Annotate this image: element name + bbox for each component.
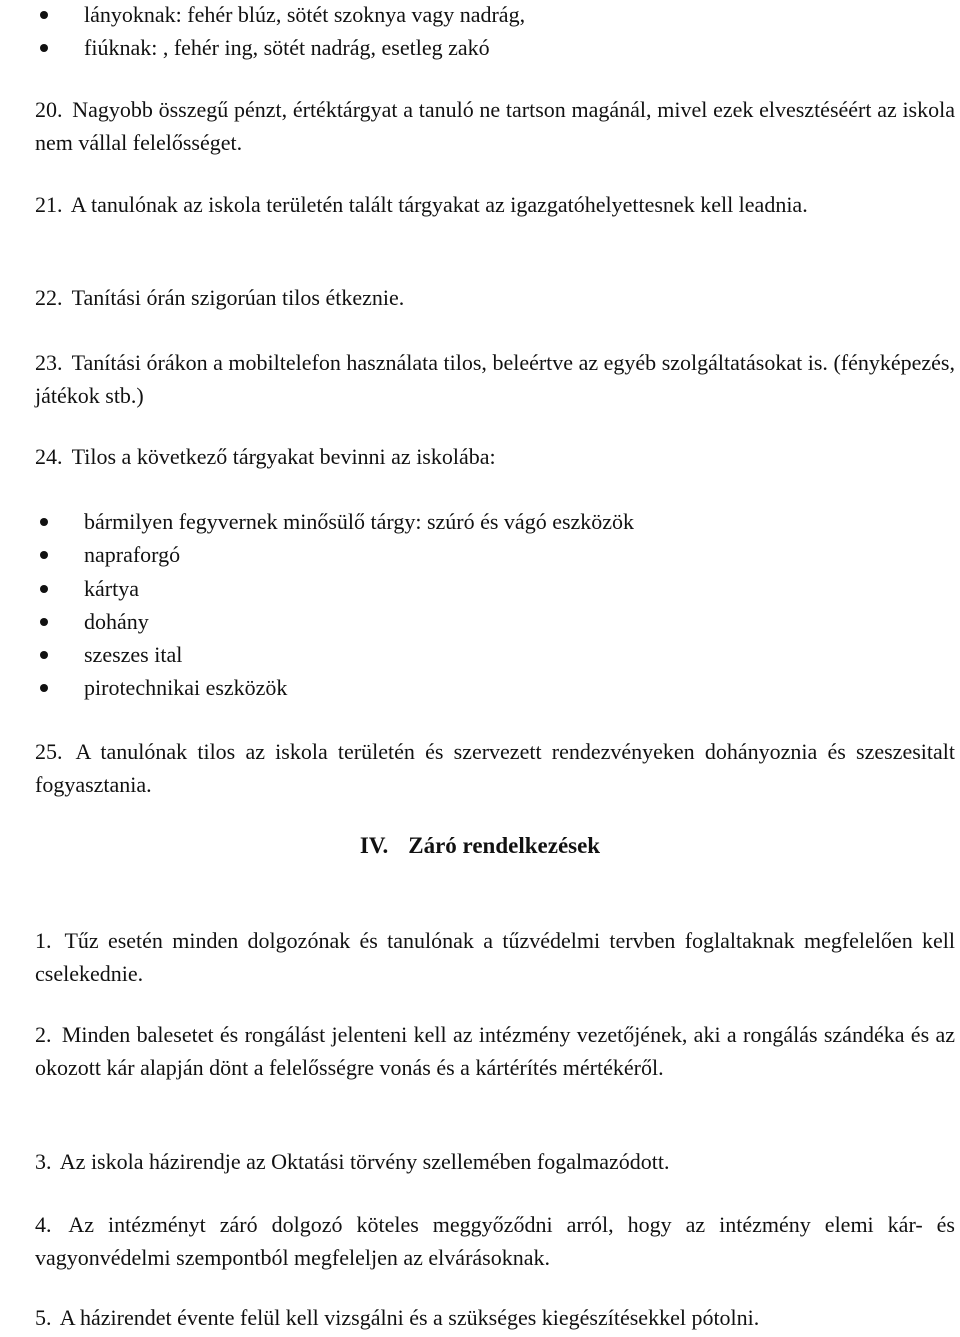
- dress-code-list: [0, 0, 525, 65]
- rule-text: Tanítási órákon a mobiltelefon használata tilos, beleértve az egyéb szolgáltatásokat is. (fényképezés, játékok stb.): [35, 350, 955, 408]
- item-number: 4.: [35, 1212, 52, 1237]
- bullet-icon: [40, 518, 48, 526]
- rule-text: A tanulónak tilos az iskola területén és szervezett rendezvényeken dohányoznia és szeszesitalt fogyasztania.: [35, 739, 955, 797]
- rule-number: 23.: [35, 350, 63, 375]
- bullet-icon: [40, 684, 48, 692]
- list-item: [0, 638, 634, 671]
- section-heading: [0, 829, 960, 862]
- rule-21: [35, 188, 955, 221]
- rule-text: Nagyobb összegű pénzt, értéktárgyat a tanuló ne tartson magánál, mivel ezek elvesztéséért az iskola nem vállal felelősséget.: [35, 97, 955, 155]
- list-item-text: fiúknak: , fehér ing, sötét nadrág, esetleg zakó: [84, 35, 490, 61]
- rule-number: 25.: [35, 739, 63, 764]
- list-item: [0, 538, 634, 571]
- list-item-text: bármilyen fegyvernek minősülő tárgy: szúró és vágó eszközök: [84, 509, 635, 534]
- list-item: [0, 31, 525, 64]
- rule-20: [35, 93, 955, 159]
- bullet-icon: [40, 618, 48, 626]
- rule-number: 21.: [35, 192, 63, 217]
- item-text: Az iskola házirendje az Oktatási törvény szellemében fogalmazódott.: [59, 1149, 670, 1174]
- closing-item-5: [35, 1301, 955, 1334]
- item-number: 1.: [35, 928, 52, 953]
- list-item-text: kártya: [84, 575, 139, 601]
- list-item-text: szeszes ital: [84, 642, 183, 668]
- list-item: [0, 505, 634, 538]
- rule-number: 24.: [35, 444, 63, 469]
- rule-25: [35, 735, 955, 801]
- bullet-icon: [40, 585, 48, 593]
- forbidden-items-list: [0, 505, 634, 705]
- item-text: Minden balesetet és rongálást jelenteni kell az intézmény vezetőjének, aki a rongálás szándéka és az okozott kár alapján dönt a felelősségre vonás és a kártérítés mértékéről.: [35, 1022, 956, 1080]
- list-item-text: lányoknak: fehér blúz, sötét szoknya vagy nadrág,: [84, 2, 526, 27]
- list-item-text: pirotechnikai eszközök: [84, 675, 288, 701]
- item-number: 5.: [35, 1305, 52, 1330]
- bullet-icon: [40, 551, 48, 559]
- item-text: Az intézményt záró dolgozó köteles meggyőződni arról, hogy az intézmény elemi kár- és vagyonvédelmi szempontból megfeleljen az elvárásoknak.: [35, 1212, 955, 1270]
- closing-item-1: [35, 924, 955, 990]
- rule-number: 20.: [35, 97, 63, 122]
- list-item: [0, 572, 634, 605]
- rule-24: [35, 440, 955, 473]
- closing-item-3: [35, 1145, 955, 1178]
- rule-22: [35, 281, 955, 314]
- list-item: [0, 0, 525, 31]
- bullet-icon: [40, 44, 48, 52]
- closing-item-2: [35, 1018, 955, 1084]
- section-title: Záró rendelkezések: [408, 833, 601, 858]
- rule-number: 22.: [35, 285, 63, 310]
- rule-text: Tanítási órán szigorúan tilos étkeznie.: [71, 285, 405, 310]
- item-number: 2.: [35, 1022, 52, 1047]
- item-number: 3.: [35, 1149, 52, 1174]
- list-item-text: napraforgó: [84, 542, 181, 568]
- rule-23: [35, 346, 955, 412]
- list-item-text: dohány: [84, 608, 149, 634]
- section-number: IV.: [359, 833, 389, 858]
- item-text: Tűz esetén minden dolgozónak és tanulónak a tűzvédelmi tervben foglaltaknak megfelelően kell cselekednie.: [35, 928, 956, 986]
- list-item: [0, 671, 634, 704]
- bullet-icon: [40, 11, 48, 19]
- closing-item-4: [35, 1208, 955, 1274]
- bullet-icon: [40, 651, 48, 659]
- list-item: [0, 605, 634, 638]
- rule-text: Tilos a következő tárgyakat bevinni az iskolába:: [71, 444, 496, 469]
- item-text: A házirendet évente felül kell vizsgálni és a szükséges kiegészítésekkel pótolni.: [59, 1305, 760, 1330]
- rule-text: A tanulónak az iskola területén talált tárgyakat az igazgatóhelyettesnek kell leadnia.: [70, 192, 808, 217]
